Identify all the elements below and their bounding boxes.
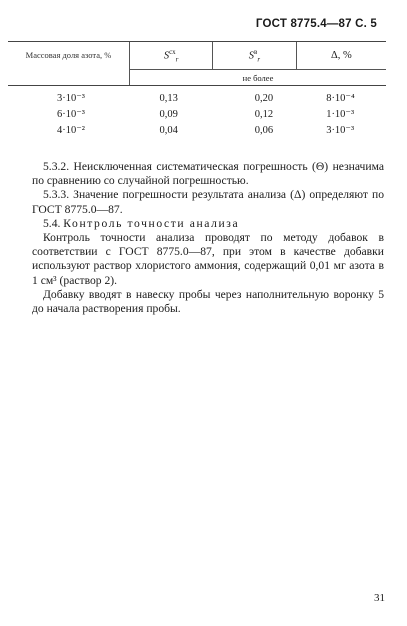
cell-delta: 8·10⁻⁴ xyxy=(326,93,355,104)
table-row xyxy=(8,106,386,122)
header-delta: Δ, % xyxy=(296,42,386,70)
cell-fraction: 4·10⁻² xyxy=(57,125,85,136)
cell-s-v: 0,06 xyxy=(254,124,274,136)
table-row xyxy=(8,122,386,138)
results-table xyxy=(8,41,386,138)
cell-fraction: 6·10⁻³ xyxy=(57,109,85,120)
running-header: ГОСТ 8775.4—87 С. 5 xyxy=(255,18,377,30)
cell-delta: 1·10⁻³ xyxy=(326,109,355,120)
header-s-v: $S^в_r$ xyxy=(213,42,296,70)
table-subheader-row xyxy=(8,70,386,86)
section-title: Контроль точности анализа xyxy=(63,216,240,230)
paragraph-additive: Добавку вводят в навеску пробы через наполнительную воронку 5 до начала растворения пробы. xyxy=(32,287,384,316)
cell-s-cx: 0,09 xyxy=(159,108,178,120)
page-number: 31 xyxy=(374,592,385,604)
cell-delta: 3·10⁻³ xyxy=(326,125,355,136)
section-heading-5-4 xyxy=(32,217,384,231)
paragraph-5-3-3: 5.3.3. Значение погрешности результата анализа (Δ) определяют по ГОСТ 8775.0—87. xyxy=(32,188,384,216)
cell-s-cx: 0,13 xyxy=(159,92,178,104)
header-mass-fraction: Массовая доля азота, % xyxy=(25,50,112,61)
cell-s-cx: 0,04 xyxy=(159,124,178,136)
subheader-not-more: не более xyxy=(130,70,387,86)
paragraph-5-3-2: 5.3.2. Неисключенная систематическая погрешность (Θ) незначима по сравнению со случайной погрешностью. xyxy=(32,160,384,188)
cell-s-v: 0,12 xyxy=(254,108,274,120)
cell-fraction: 3·10⁻³ xyxy=(57,93,85,104)
paragraph-control-method: Контроль точности анализа проводят по методу добавок в соответствии с ГОСТ 8775.0—87, при этом в качестве добавки используют раствор хлористого аммония, содержащий 0,01 мг азота в 1 см³ (раствор 2). xyxy=(32,231,384,287)
table-row xyxy=(8,90,386,106)
section-number: 5.4. xyxy=(43,216,61,230)
table-header-row xyxy=(8,42,386,70)
document-body xyxy=(32,160,384,316)
header-s-cx: $S^{сх}_r$ xyxy=(130,42,213,70)
cell-s-v: 0,20 xyxy=(254,92,274,104)
